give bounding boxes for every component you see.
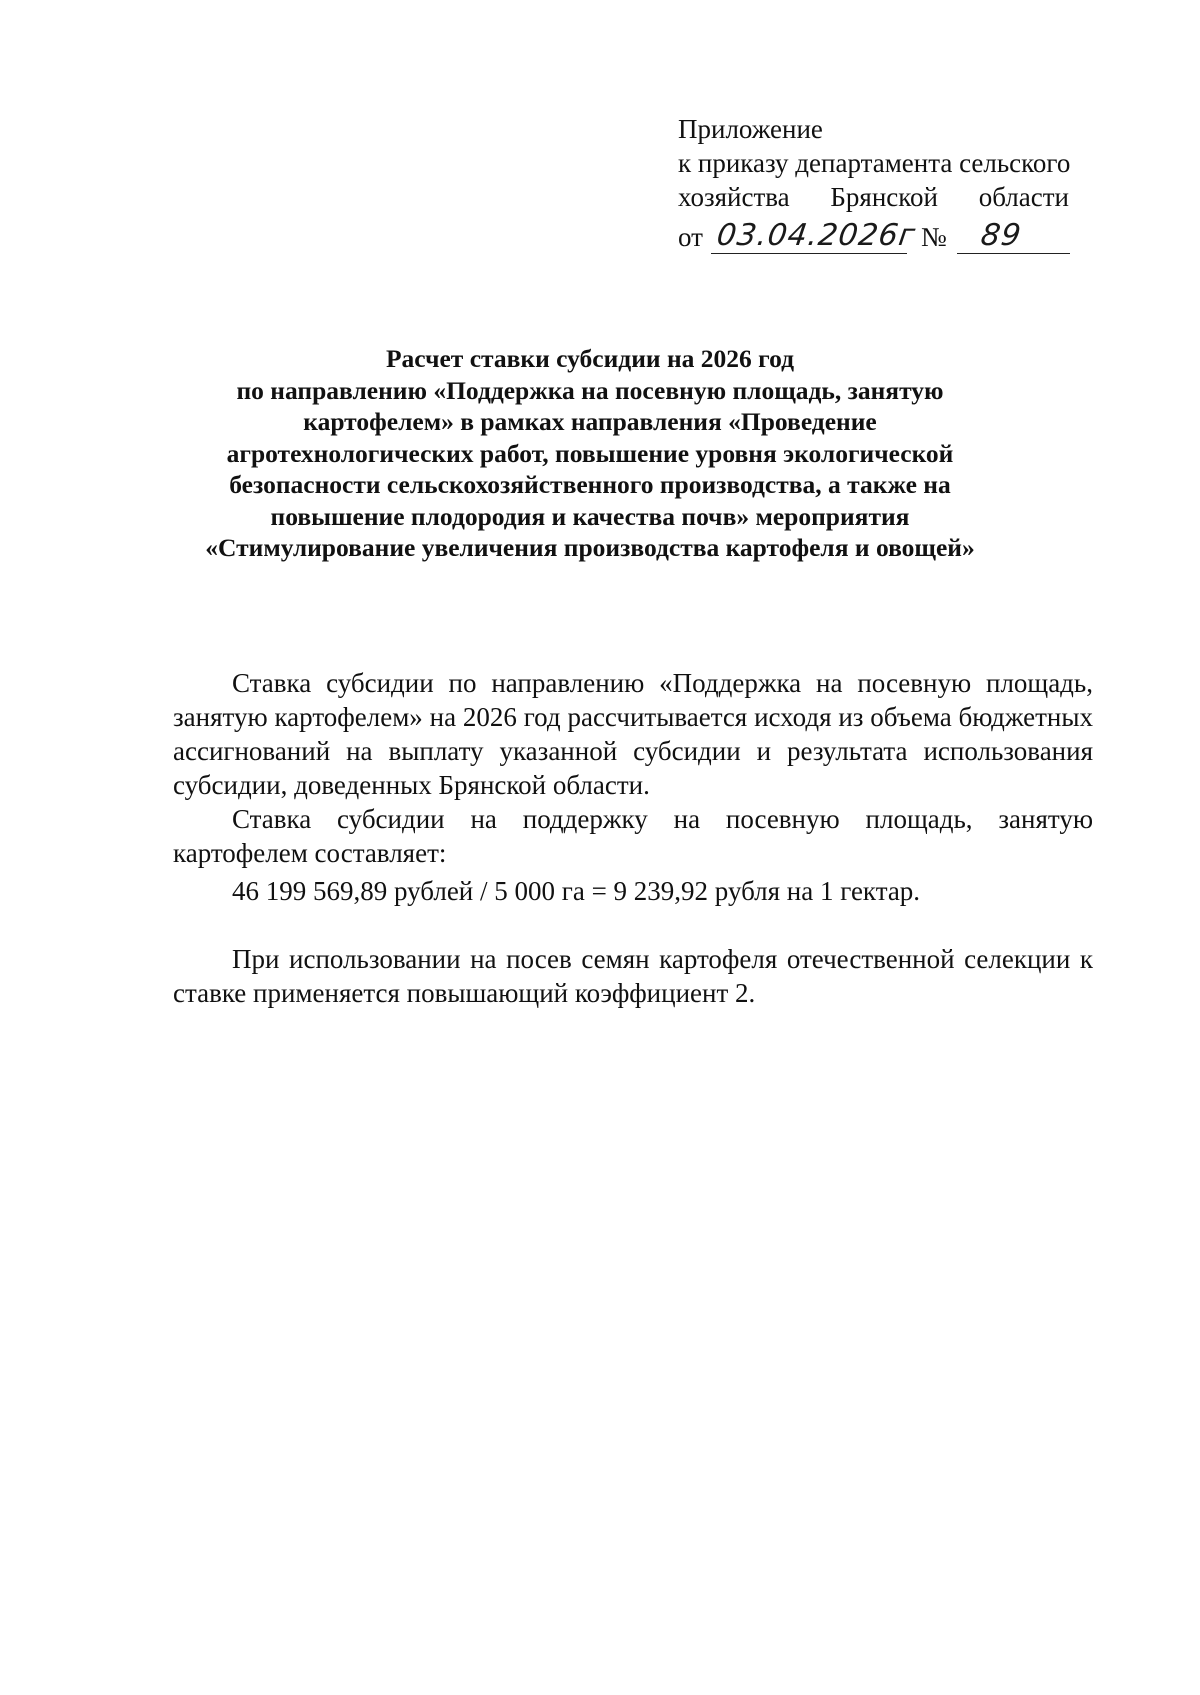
document-title [150, 343, 1030, 564]
order-number-field [957, 218, 1070, 254]
appendix-word-bryanskoy: Брянской [830, 182, 938, 212]
title-line-6: повышение плодородия и качества почв» мероприятия [270, 501, 910, 531]
paragraph-subsidy-rate-amount: Ставка субсидии на поддержку на посевную площадь, занятую картофелем составляет: [173, 804, 1093, 868]
order-date-field [711, 218, 919, 254]
appendix-word-oblasti: области [978, 182, 1069, 212]
paragraph-gap [173, 908, 1093, 942]
appendix-word-khozyaystva: хозяйства [678, 182, 790, 212]
rate-calculation-formula: 46 199 569,89 рублей / 5 000 га = 9 239,92 рубля на 1 гектар. [232, 876, 921, 906]
number-sign: № [920, 222, 947, 252]
order-date-number-row [678, 214, 1098, 254]
document-body [173, 666, 1093, 1010]
title-line-5: безопасности сельскохозяйственного производства, а также на [229, 470, 951, 499]
title-line-1: Расчет ставки субсидии на 2026 год [385, 344, 795, 373]
order-number-handwritten: 89 [978, 218, 1024, 253]
appendix-department-line [678, 180, 1069, 214]
title-line-3: картофелем» в рамках направления «Проведение [303, 407, 877, 436]
title-line-2: по направлению «Поддержка на посевную площадь, занятую [236, 375, 944, 405]
appendix-order-reference: к приказу департамента сельского [678, 148, 1071, 178]
order-date-handwritten: 03.04.2026г [714, 218, 919, 253]
title-line-7: «Стимулирование увеличения производства картофеля и овощей» [205, 533, 975, 562]
paragraph-coefficient: При использовании на посев семян картофеля отечественной селекции к ставке применяется повышающий коэффициент 2. [173, 944, 1093, 1008]
appendix-block [678, 112, 1098, 254]
paragraph-subsidy-rate-basis: Ставка субсидии по направлению «Поддержка на посевную площадь, занятую картофелем» на 2026 год рассчитывается исходя из объема бюджетных ассигнований на выплату указанной субсидии и результата использования субсидии, доведенных Брянской области. [173, 668, 1093, 800]
appendix-title: Приложение [678, 114, 823, 144]
date-prefix: от [678, 222, 703, 252]
title-line-4: агротехнологических работ, повышение уровня экологической [226, 438, 954, 468]
